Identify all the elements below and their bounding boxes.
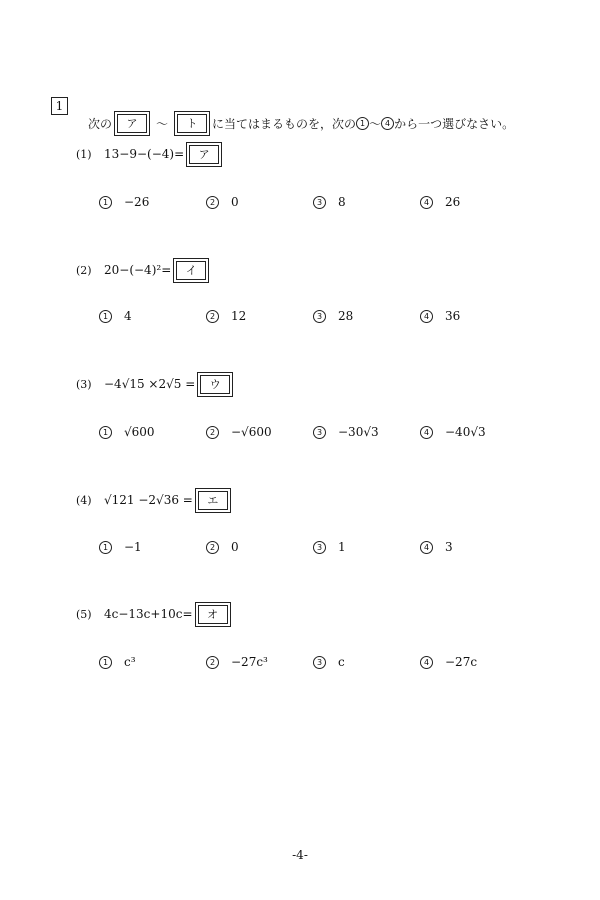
problem-answer-box-label: オ: [198, 605, 228, 624]
choices-1: [0, 190, 600, 214]
problem-answer-box-label: イ: [176, 261, 206, 280]
choice-value: 3: [445, 540, 453, 554]
problem-number: (3): [76, 377, 92, 391]
problem-4: [76, 485, 233, 515]
choice-value: √600: [124, 425, 155, 439]
problem-expression: −4√15 ×2√5 =: [104, 377, 196, 391]
choice-value: −27c: [445, 655, 478, 669]
problem-number: (2): [76, 263, 92, 277]
choice[interactable]: [420, 420, 486, 444]
problem-answer-box-label: ア: [189, 145, 219, 164]
choice-mark: 2: [206, 541, 219, 554]
choice-value: c: [338, 655, 345, 669]
choice[interactable]: [313, 535, 346, 559]
choice-value: 0: [231, 540, 239, 554]
choice-value: 26: [445, 195, 461, 209]
choice-value: −26: [124, 195, 150, 209]
problem-1: [76, 139, 224, 169]
choice[interactable]: [99, 650, 136, 674]
choice-mark: 2: [206, 310, 219, 323]
choice[interactable]: [420, 304, 460, 328]
problem-expression: 20−(−4)²=: [104, 263, 172, 277]
problem-answer-box: [195, 602, 231, 627]
choice-mark: 4: [420, 541, 433, 554]
choice-value: c³: [124, 655, 136, 669]
answer-box-end-label: ト: [177, 114, 207, 133]
problem-expression: √121 −2√36 =: [104, 493, 193, 507]
choices-2: [0, 304, 600, 328]
choice[interactable]: [420, 535, 453, 559]
choice[interactable]: [313, 190, 346, 214]
choice-mark: 1: [99, 656, 112, 669]
choice-value: −1: [124, 540, 142, 554]
problem-answer-box: [186, 142, 222, 167]
choice[interactable]: [99, 420, 155, 444]
choice[interactable]: [206, 304, 246, 328]
instruction-prefix: 次の: [88, 116, 113, 131]
choice[interactable]: [313, 304, 353, 328]
choice[interactable]: [206, 650, 268, 674]
instruction-tilde: 〜: [156, 116, 169, 131]
page-number: -4-: [292, 848, 308, 862]
problem-number: (5): [76, 607, 92, 621]
choices-3: [0, 420, 600, 444]
choice-mark: 1: [99, 196, 112, 209]
choice-value: 36: [445, 309, 461, 323]
instruction-range-tilde: 〜: [369, 116, 382, 131]
range-start-mark: 1: [356, 117, 369, 130]
choice-value: −30√3: [338, 425, 379, 439]
problem-answer-box: [197, 372, 233, 397]
choice-mark: 1: [99, 426, 112, 439]
answer-box-end: [174, 111, 210, 136]
choice[interactable]: [206, 535, 239, 559]
problem-number: (4): [76, 493, 92, 507]
choice-value: 8: [338, 195, 346, 209]
instruction-suffix: から一つ選びなさい。: [394, 116, 515, 131]
choice-value: 0: [231, 195, 239, 209]
answer-box-start-label: ア: [117, 114, 147, 133]
choice-value: 12: [231, 309, 247, 323]
choice-mark: 2: [206, 196, 219, 209]
choice-mark: 1: [99, 541, 112, 554]
problem-expression: 13−9−(−4)=: [104, 147, 185, 161]
choice-mark: 4: [420, 196, 433, 209]
choice-mark: 3: [313, 541, 326, 554]
question-number: 1: [51, 97, 68, 115]
problem-answer-box: [173, 258, 209, 283]
problem-answer-box-label: エ: [198, 491, 228, 510]
choices-5: [0, 650, 600, 674]
choice-mark: 1: [99, 310, 112, 323]
choice[interactable]: [420, 650, 477, 674]
choice[interactable]: [206, 190, 239, 214]
choice[interactable]: [99, 190, 149, 214]
problem-5: [76, 599, 233, 629]
choice[interactable]: [99, 535, 142, 559]
choice-mark: 3: [313, 196, 326, 209]
instruction-middle: に当てはまるものを，次の: [212, 116, 357, 131]
choice[interactable]: [206, 420, 272, 444]
choice-value: −27c³: [231, 655, 268, 669]
choice-value: 1: [338, 540, 346, 554]
answer-box-start: [114, 111, 150, 136]
choice-mark: 3: [313, 310, 326, 323]
choice-mark: 4: [420, 426, 433, 439]
choice-mark: 4: [420, 310, 433, 323]
choice[interactable]: [313, 650, 345, 674]
instruction: [88, 108, 514, 138]
choice[interactable]: [420, 190, 460, 214]
choice-mark: 3: [313, 426, 326, 439]
choice-mark: 2: [206, 656, 219, 669]
choice-mark: 3: [313, 656, 326, 669]
choice-value: 28: [338, 309, 354, 323]
choice[interactable]: [99, 304, 132, 328]
choice-value: −40√3: [445, 425, 486, 439]
problem-2: [76, 255, 211, 285]
range-end-mark: 4: [381, 117, 394, 130]
choice-value: 4: [124, 309, 132, 323]
problem-answer-box-label: ウ: [200, 375, 230, 394]
choice[interactable]: [313, 420, 379, 444]
choice-mark: 4: [420, 656, 433, 669]
problem-number: (1): [76, 147, 92, 161]
problem-expression: 4c−13c+10c=: [104, 607, 193, 621]
problem-3: [76, 369, 235, 399]
choice-mark: 2: [206, 426, 219, 439]
problem-answer-box: [195, 488, 231, 513]
choice-value: −√600: [231, 425, 272, 439]
choices-4: [0, 535, 600, 559]
